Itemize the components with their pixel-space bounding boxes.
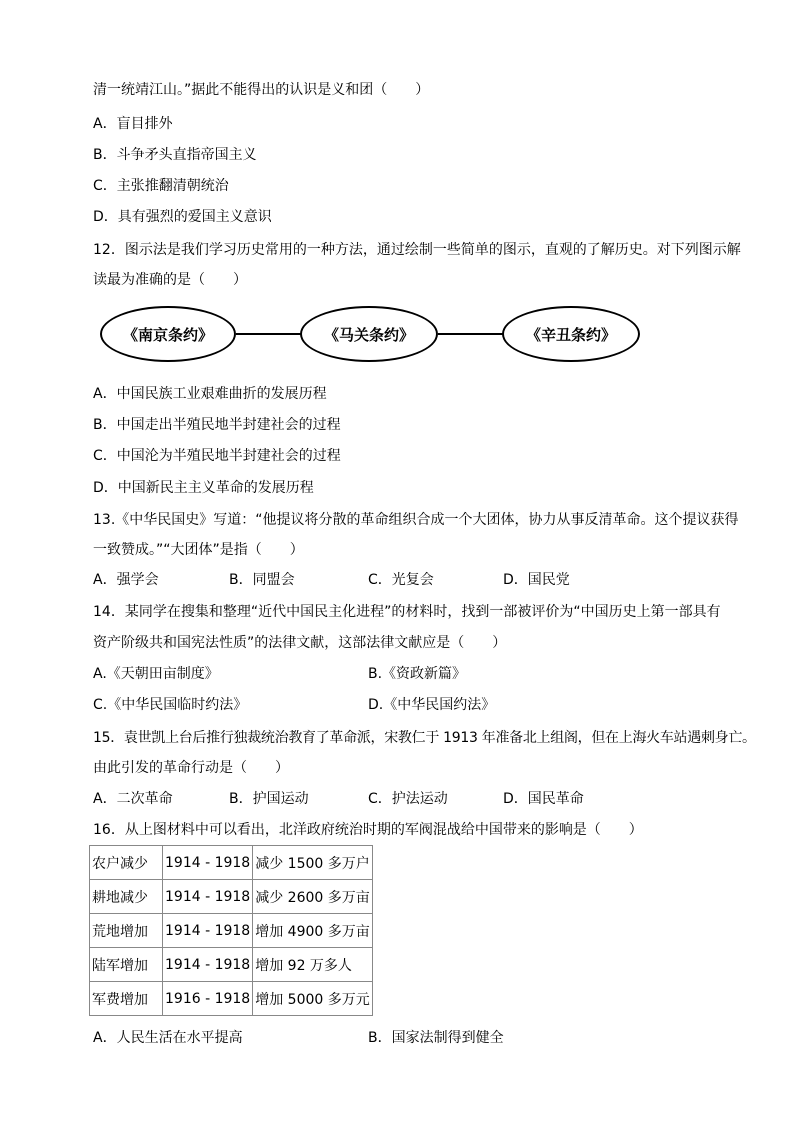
table-row — [90, 846, 373, 880]
q12-stem-line1: 12．图示法是我们学习历史常用的一种方法，通过绘制一些简单的图示，直观的了解历史。对下列图示解 — [93, 242, 741, 258]
table-cell: 荒地增加 — [90, 914, 163, 948]
q15-option-d: D．国民革命 — [503, 791, 584, 807]
q16-option-a: A．人民生活在水平提高 — [93, 1030, 243, 1046]
warlord-impact-table — [89, 845, 373, 1016]
q15-stem-line2: 由此引发的革命行动是（ ） — [93, 760, 289, 776]
treaty-flow-diagram — [96, 306, 716, 366]
table-row — [90, 880, 373, 914]
q14-option-b: B.《资政新篇》 — [368, 666, 467, 682]
table-row — [90, 914, 373, 948]
q16-stem: 16．从上图材料中可以看出，北洋政府统治时期的军阀混战给中国带来的影响是（ ） — [93, 822, 643, 838]
table-cell: 减少 2600 多万亩 — [253, 880, 373, 914]
q13-stem-line2: 一致赞成。”“大团体”是指（ ） — [93, 542, 304, 558]
q11-option-b: B．斗争矛头直指帝国主义 — [93, 147, 257, 163]
q15-option-a: A．二次革命 — [93, 791, 173, 807]
table-cell: 增加 4900 多万亩 — [253, 914, 373, 948]
table-cell: 1914 - 1918 — [163, 880, 253, 914]
table-row — [90, 948, 373, 982]
treaty-node-maguan: 《马关条约》 — [300, 306, 438, 362]
table-cell: 农户减少 — [90, 846, 163, 880]
q11-option-c: C．主张推翻清朝统治 — [93, 178, 229, 194]
treaty-node-xinchou: 《辛丑条约》 — [502, 306, 640, 362]
q14-option-d: D.《中华民国约法》 — [368, 697, 496, 713]
table-cell: 增加 5000 多万元 — [253, 982, 373, 1016]
q13-option-c: C．光复会 — [368, 572, 434, 588]
q14-stem-line2: 资产阶级共和国宪法性质”的法律文献，这部法律文献应是（ ） — [93, 635, 507, 651]
q11-option-d: D．具有强烈的爱国主义意识 — [93, 209, 272, 225]
table-cell: 1914 - 1918 — [163, 914, 253, 948]
table-cell: 1916 - 1918 — [163, 982, 253, 1016]
q12-option-d: D．中国新民主主义革命的发展历程 — [93, 480, 314, 496]
table-row — [90, 982, 373, 1016]
table-cell: 增加 92 万多人 — [253, 948, 373, 982]
q11-option-a: A．盲目排外 — [93, 116, 173, 132]
q12-option-c: C．中国沦为半殖民地半封建社会的过程 — [93, 448, 341, 464]
treaty-node-nanjing: 《南京条约》 — [100, 306, 236, 362]
table-cell: 1914 - 1918 — [163, 846, 253, 880]
q15-option-b: B．护国运动 — [229, 791, 309, 807]
q11-stem: 清一统靖江山。”据此不能得出的认识是义和团（ ） — [93, 82, 430, 98]
q14-stem-line1: 14．某同学在搜集和整理“近代中国民主化进程”的材料时，找到一部被评价为“中国历史上第一部具有 — [93, 604, 721, 620]
table-cell: 1914 - 1918 — [163, 948, 253, 982]
q15-option-c: C．护法运动 — [368, 791, 448, 807]
q12-option-a: A．中国民族工业艰难曲折的发展历程 — [93, 386, 327, 402]
q14-option-c: C.《中华民国临时约法》 — [93, 697, 248, 713]
q12-option-b: B．中国走出半殖民地半封建社会的过程 — [93, 417, 341, 433]
q16-option-b: B．国家法制得到健全 — [368, 1030, 504, 1046]
q15-stem-line1: 15．袁世凯上台后推行独裁统治教育了革命派，宋教仁于 1913 年准备北上组阁，但在上海火车站遇刺身亡。 — [93, 730, 756, 746]
q13-stem-line1: 13.《中华民国史》写道：“他提议将分散的革命组织合成一个大团体，协力从事反清革命。这个提议获得 — [93, 512, 739, 528]
q13-option-d: D．国民党 — [503, 572, 570, 588]
table-cell: 耕地减少 — [90, 880, 163, 914]
q12-stem-line2: 读最为准确的是（ ） — [93, 272, 247, 288]
q13-option-b: B．同盟会 — [229, 572, 295, 588]
q13-option-a: A．强学会 — [93, 572, 159, 588]
table-cell: 军费增加 — [90, 982, 163, 1016]
q14-option-a: A.《天朝田亩制度》 — [93, 666, 219, 682]
table-cell: 陆军增加 — [90, 948, 163, 982]
table-cell: 减少 1500 多万户 — [253, 846, 373, 880]
